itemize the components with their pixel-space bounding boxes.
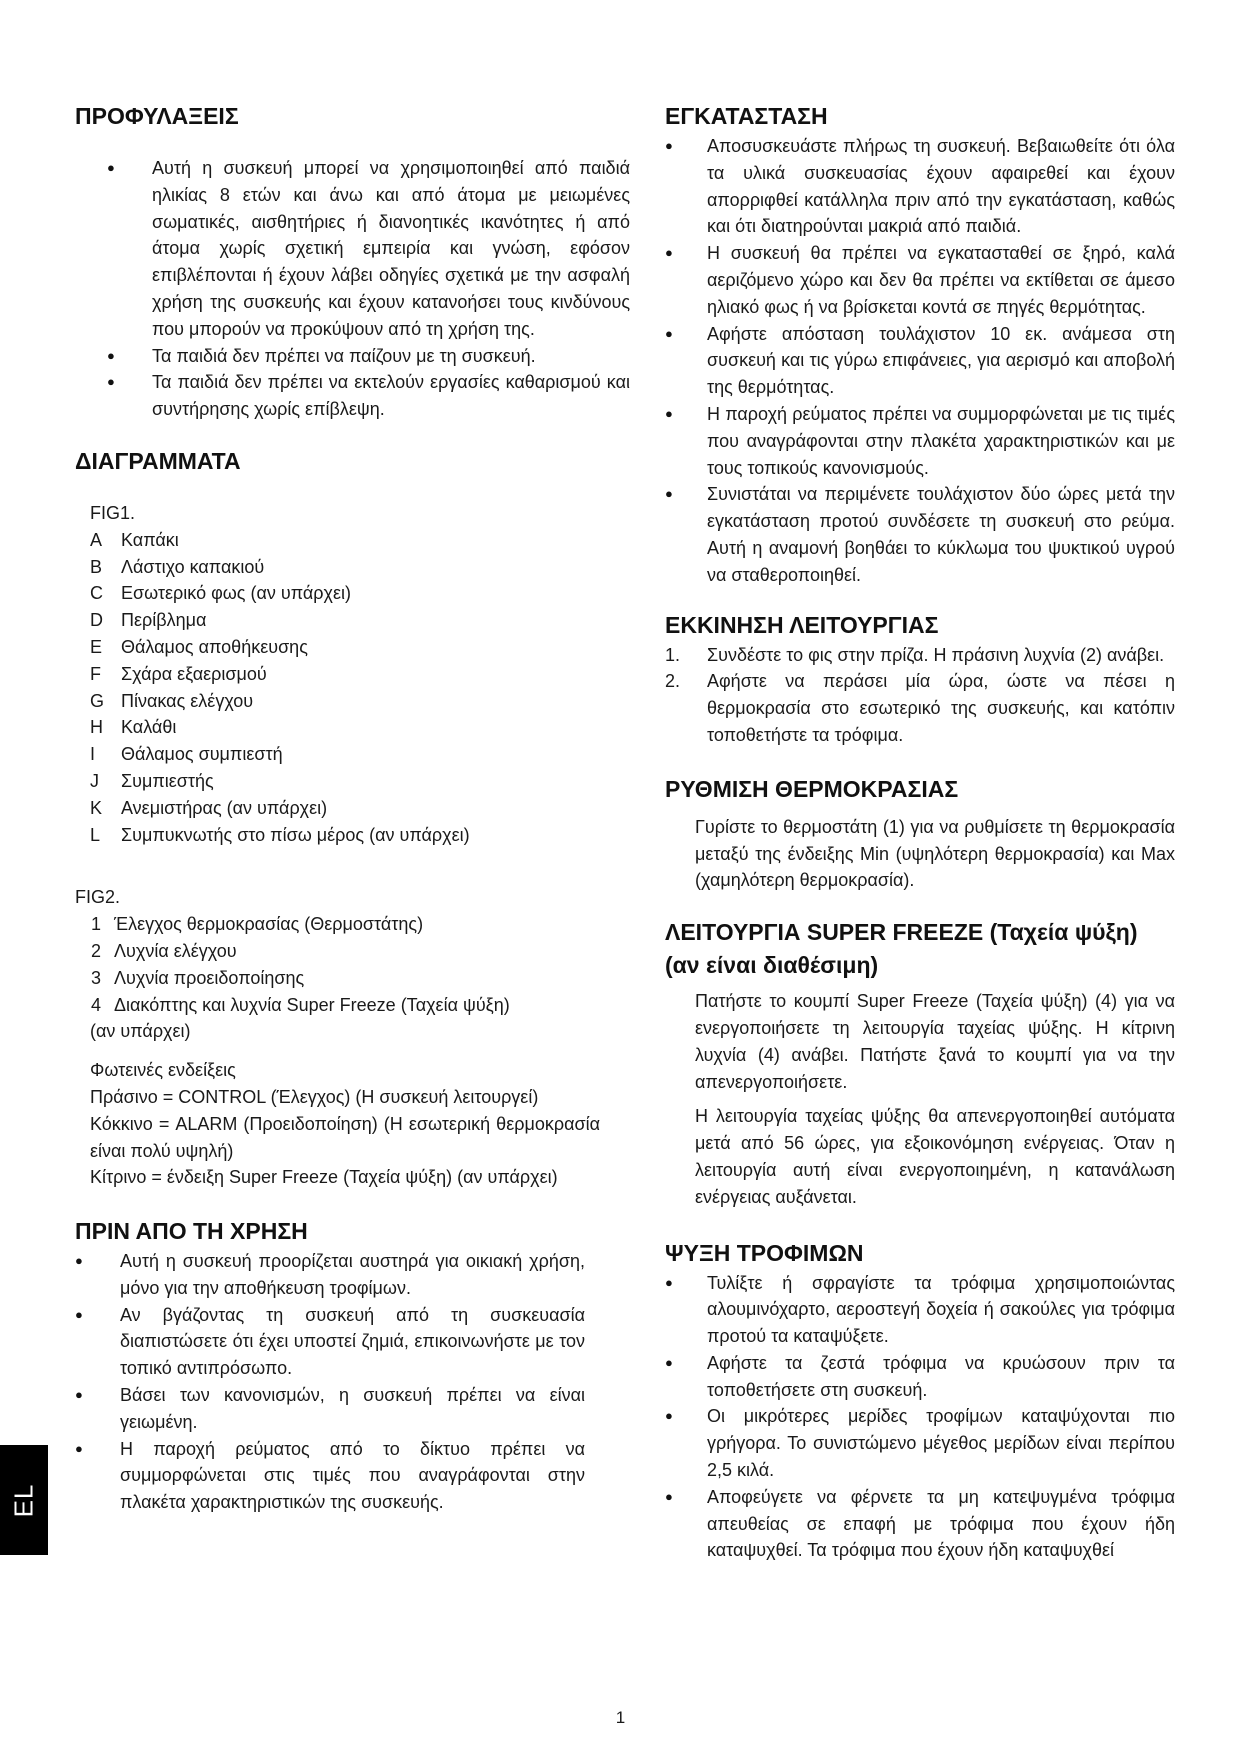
light-red: Κόκκινο = ALARM (Προειδοποίηση) (Η εσωτερική θερμοκρασία είναι πολύ υψηλή) (90, 1113, 600, 1161)
fig2-legend (75, 884, 600, 1191)
list-item: F Σχάρα εξαερισμού (90, 663, 267, 684)
before-use-list (75, 1248, 585, 1516)
language-tab-label: EL (8, 1483, 39, 1517)
list-item: ● Αποφεύγετε να φέρνετε τα μη κατεψυγμένα τρόφιμα απευθείας σε επαφή με τρόφιμα που έχουν ήδη καταψυχθεί. Τα τρόφιμα που έχουν ήδη καταψυχθεί (665, 1484, 1175, 1564)
page-number: 1 (615, 1708, 626, 1727)
section-freezing (665, 1237, 1175, 1565)
right-column (665, 100, 1175, 1564)
list-item: ● Η συσκευή θα πρέπει να εγκατασταθεί σε ξηρό, καλά αεριζόμενο χώρο και δεν θα πρέπει να εκτίθεται σε άμεσο ηλιακό φως ή να βρίσκεται κοντά σε πηγές θερμότητας. (665, 240, 1175, 320)
list-item: I Θάλαμος συμπιεστή (90, 744, 283, 765)
heading-freezing: ΨΥΞΗ ΤΡΟΦΙΜΩΝ (665, 1239, 864, 1266)
list-item: J Συμπιεστής (90, 770, 214, 791)
list-item: ● Τα παιδιά δεν πρέπει να παίζουν με τη συσκευή. (152, 343, 630, 370)
list-item: 2. Αφήστε να περάσει μία ώρα, ώστε να πέσει η θερμοκρασία στο εσωτερικό της συσκευής, και κατόπιν τοποθετήστε τα τρόφιμα. (665, 671, 1175, 745)
list-item: C Εσωτερικό φως (αν υπάρχει) (90, 583, 352, 604)
section-start (665, 609, 1175, 749)
list-item: 4 Διακόπτης και λυχνία Super Freeze (Ταχεία ψύξη) (91, 994, 510, 1015)
list-item: ● Αποσυσκευάστε πλήρως τη συσκευή. Βεβαιωθείτε ότι όλα τα υλικά συσκευασίας έχουν αφαιρεθεί και έχουν απορριφθεί κατάλληλα πριν από την εγκατάσταση, καθώς και ότι διατηρούνται μακριά από παιδιά. (665, 133, 1175, 240)
heading-temperature: ΡΥΘΜΙΣΗ ΘΕΡΜΟΚΡΑΣΙΑΣ (665, 775, 959, 802)
list-item: ● Αν βγάζοντας τη συσκευή από τη συσκευασία διαπιστώσετε ότι έχει υποστεί ζημιά, επικοινωνήστε με τον τοπικό αντιπρόσωπο. (75, 1302, 585, 1382)
list-item: B Λάστιχο καπακιού (90, 556, 265, 577)
fig1-legend (90, 500, 600, 848)
left-column (75, 100, 630, 1516)
precautions-list (152, 155, 630, 423)
list-item: ● Αυτή η συσκευή μπορεί να χρησιμοποιηθεί από παιδιά ηλικίας 8 ετών και άνω και από άτομα με μειωμένες σωματικές, αισθητήριες ή διανοητικές ικανότητες ή από άτομα χωρίς σχετική εμπειρία και γνώση, εφόσον επιβλέπονται ή έχουν λάβει οδηγίες σχετικά με την ασφαλή χρήση της συσκευής και έχουν κατανοήσει τους κινδύνους που μπορούν να προκύψουν από τη χρήση της. (152, 155, 630, 343)
start-steps (665, 642, 1175, 749)
fig2-label: FIG2. (75, 887, 121, 908)
heading-before-use: ΠΡΙΝ ΑΠΟ ΤΗ ΧΡΗΣΗ (75, 1218, 308, 1245)
lights-title: Φωτεινές ενδείξεις (90, 1060, 236, 1081)
section-before-use (75, 1215, 585, 1516)
section-super-freeze (665, 916, 1175, 1210)
light-yellow: Κίτρινο = ένδειξη Super Freeze (Ταχεία ψύξη) (αν υπάρχει) (90, 1167, 558, 1188)
list-item: 1. Συνδέστε το φις στην πρίζα. Η πράσινη λυχνία (2) ανάβει. (665, 644, 1165, 665)
light-green: Πράσινο = CONTROL (Έλεγχος) (Η συσκευή λειτουργεί) (90, 1086, 539, 1107)
list-item: ● Συνιστάται να περιμένετε τουλάχιστον δύο ώρες μετά την εγκατάσταση προτού συνδέσετε τη συσκευή στο ρεύμα. Αυτή η αναμονή βοηθάει το κύκλωμα του ψυκτικού υγρού να σταθεροποιηθεί. (665, 481, 1175, 588)
list-item: ● Τα παιδιά δεν πρέπει να εκτελούν εργασίες καθαρισμού και συντήρησης χωρίς επίβλεψη. (152, 369, 630, 423)
list-item: ● Αφήστε απόσταση τουλάχιστον 10 εκ. ανάμεσα στη συσκευή και τις γύρω επιφάνειες, για αερισμό και αποβολή της θερμότητας. (665, 321, 1175, 401)
installation-list (665, 133, 1175, 589)
list-item: D Περίβλημα (90, 610, 207, 631)
heading-start: ΕΚΚΙΝΗΣΗ ΛΕΙΤΟΥΡΓΙΑΣ (665, 611, 939, 638)
list-item: ● Βάσει των κανονισμών, η συσκευή πρέπει να είναι γειωμένη. (75, 1382, 585, 1436)
list-item-continuation: (αν υπάρχει) (90, 1021, 191, 1042)
heading-super-freeze: ΛΕΙΤΟΥΡΓΙΑ SUPER FREEZE (Ταχεία ψύξη) (αν είναι διαθέσιμη) (665, 919, 1138, 979)
lights-legend (75, 1057, 600, 1191)
super-freeze-para-2: Η λειτουργία ταχείας ψύξης θα απενεργοποιηθεί αυτόματα μετά από 56 ώρες, για εξοικονόμηση ενέργειας. Όταν η λειτουργία αυτή είναι ενεργοποιημένη, η κατανάλωση ενέργειας αυξάνεται. (695, 1106, 1175, 1207)
list-item: ● Τυλίξτε ή σφραγίστε τα τρόφιμα χρησιμοποιώντας αλουμινόχαρτο, αεροστεγή δοχεία ή σακούλες για τρόφιμα προτού τα καταψύξετε. (665, 1270, 1175, 1350)
section-installation (665, 100, 1175, 589)
freezing-list (665, 1270, 1175, 1565)
list-item: ● Αυτή η συσκευή προορίζεται αυστηρά για οικιακή χρήση, μόνο για την αποθήκευση τροφίμων. (75, 1248, 585, 1302)
list-item: A Καπάκι (90, 529, 179, 550)
heading-precautions: ΠΡΟΦΥΛΑΞΕΙΣ (75, 103, 239, 129)
section-temperature (665, 773, 1175, 894)
list-item: 1 Έλεγχος θερμοκρασίας (Θερμοστάτης) (91, 914, 424, 935)
list-item: E Θάλαμος αποθήκευσης (90, 636, 308, 657)
list-item: K Ανεμιστήρας (αν υπάρχει) (90, 797, 328, 818)
list-item: ● Η παροχή ρεύματος από το δίκτυο πρέπει να συμμορφώνεται στις τιμές που αναγράφονται στην πλακέτα χαρακτηριστικών της συσκευής. (75, 1436, 585, 1516)
temperature-text: Γυρίστε το θερμοστάτη (1) για να ρυθμίσετε τη θερμοκρασία μεταξύ της ένδειξης Min (υψηλότερη θερμοκρασία) και Max (χαμηλότερη θερμοκρασία). (695, 816, 1175, 891)
language-tab (0, 1445, 48, 1555)
list-item: ● Οι μικρότερες μερίδες τροφίμων καταψύχονται πιο γρήγορα. Το συνιστώμενο μέγεθος μερίδων είναι περίπου 2,5 κιλά. (665, 1403, 1175, 1483)
section-diagrams (75, 445, 600, 1191)
heading-diagrams: ΔΙΑΓΡΑΜΜΑΤΑ (75, 447, 241, 474)
super-freeze-para-1: Πατήστε το κουμπί Super Freeze (Ταχεία ψύξη) (4) για να ενεργοποιήσετε τη λειτουργία ταχείας ψύξης. Η κίτρινη λυχνία (4) ανάβει. Πατήστε ξανά το κουμπί για να την απενεργοποιήσετε. (695, 991, 1175, 1092)
fig1-label: FIG1. (90, 502, 136, 523)
list-item: ● Αφήστε τα ζεστά τρόφιμα να κρυώσουν πριν τα τοποθετήσετε στη συσκευή. (665, 1350, 1175, 1404)
list-item: L Συμπυκνωτής στο πίσω μέρος (αν υπάρχει) (90, 824, 470, 845)
list-item: ● Η παροχή ρεύματος πρέπει να συμμορφώνεται με τις τιμές που αναγράφονται στην πλακέτα χαρακτηριστικών και με τους τοπικούς κανονισμούς. (665, 401, 1175, 481)
list-item: 2 Λυχνία ελέγχου (91, 940, 237, 961)
list-item: G Πίνακας ελέγχου (90, 690, 254, 711)
list-item: 3 Λυχνία προειδοποίησης (91, 967, 305, 988)
heading-installation: ΕΓΚΑΤΑΣΤΑΣΗ (665, 103, 828, 129)
list-item: H Καλάθι (90, 717, 177, 738)
section-precautions (75, 100, 630, 423)
